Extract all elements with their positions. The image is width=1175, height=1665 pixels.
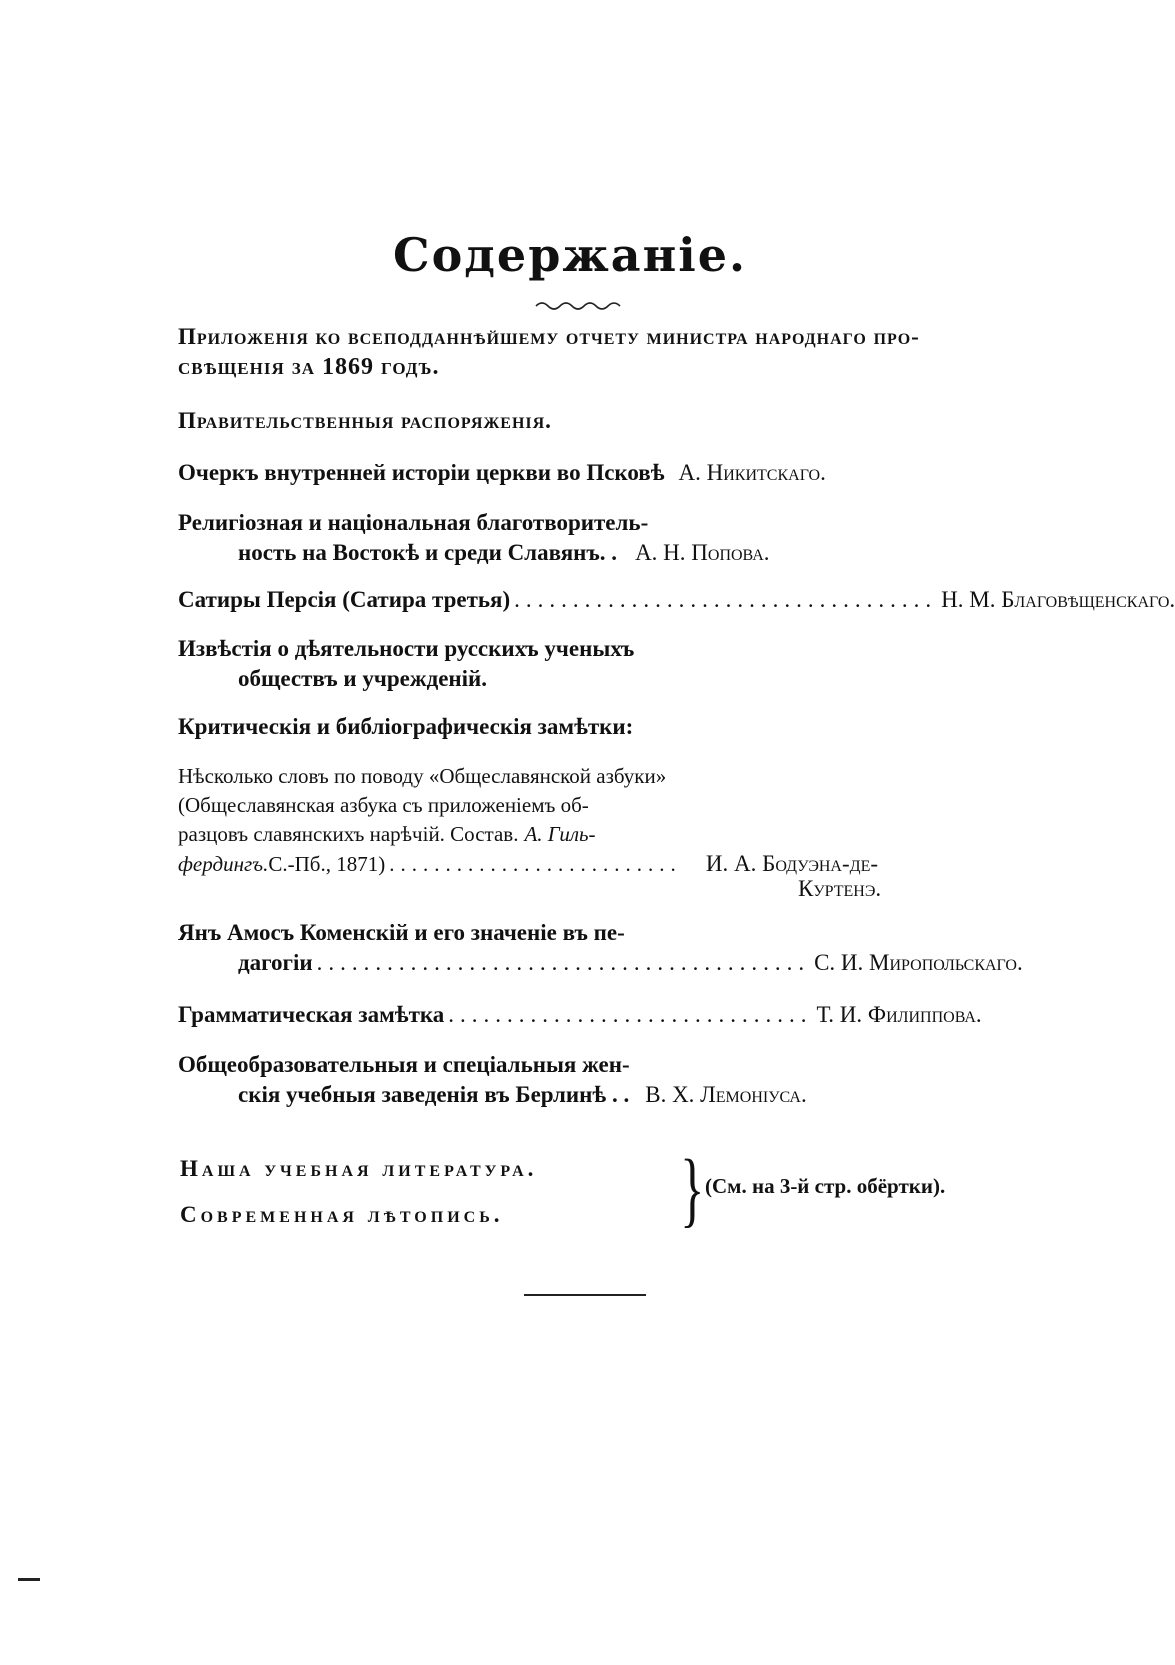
critical-line-3: разцовъ славянскихъ нарѣчій. Состав. xyxy=(178,822,519,846)
critical-line-1: Нѣсколько словъ по поводу «Общеславянской азбуки» xyxy=(178,764,667,788)
toc-entry-title-line-2: обществъ и учрежденій. xyxy=(238,666,488,691)
appendix-heading xyxy=(178,322,1008,382)
appendix-line-1: Приложенія ко всеподданнѣйшему отчету министра народнаго про- xyxy=(178,324,920,349)
toc-entry-title-line-1: Религіозная и національная благотворитель- xyxy=(178,510,649,535)
toc-entry-1[interactable] xyxy=(178,458,1008,488)
brace-block xyxy=(180,1143,1010,1246)
toc-entry-author: А. Никитскаго. xyxy=(678,460,826,485)
critical-line-4-rest: С.-Пб., 1871) xyxy=(268,852,386,876)
toc-entry-author: В. Х. Лемоніуса. xyxy=(645,1082,807,1107)
toc-entry-title: Очеркъ внутренней исторіи церкви во Псковѣ xyxy=(178,460,665,485)
scan-edge-mark xyxy=(18,1578,40,1581)
curly-brace-glyph: } xyxy=(680,1143,705,1236)
toc-entry-6[interactable] xyxy=(178,1000,1008,1030)
toc-entry-5[interactable] xyxy=(178,918,1023,978)
bottom-rule xyxy=(524,1294,646,1296)
toc-entry-author: Т. И. Филиппова. xyxy=(816,1002,982,1027)
toc-entry-2[interactable] xyxy=(178,508,1008,568)
toc-entry-title: Сатиры Персія (Сатира третья) xyxy=(178,587,511,612)
toc-entry-author: И. А. Бодуэна-де- xyxy=(705,851,878,876)
critical-italic-author-2: фердингъ. xyxy=(178,852,269,876)
toc-entry-author-line-2: Куртенэ. xyxy=(798,876,882,901)
toc-entry-title-line-2: ность на Востокѣ и среди Славянъ. . xyxy=(238,540,618,565)
toc-entry-title-line-1: Извѣстія о дѣятельности русскихъ ученыхъ xyxy=(178,636,635,661)
toc-entry-critical-item[interactable] xyxy=(178,762,1008,879)
toc-entry-author: А. Н. Попова. xyxy=(635,540,770,565)
critical-heading-text: Критическія и библіографическія замѣтки: xyxy=(178,714,634,739)
gov-orders-text: Правительственныя распоряженія. xyxy=(178,408,552,433)
toc-entry-title-line-2: дагогіи xyxy=(238,950,313,975)
toc-entry-author: С. И. Миропольскаго. xyxy=(814,950,1023,975)
critical-line-2: (Общеславянская азбука съ приложеніемъ об- xyxy=(178,793,589,817)
critical-heading xyxy=(178,712,1008,742)
brace-item-2[interactable]: Современная лѣтопись. xyxy=(180,1202,504,1227)
toc-entry-title: Грамматическая замѣтка xyxy=(178,1002,445,1027)
brace-item-1[interactable]: Наша учебная литература. xyxy=(180,1156,538,1181)
leader-dots: .......................... xyxy=(389,852,682,876)
critical-italic-author-1: А. Гиль- xyxy=(524,822,596,846)
toc-entry-title-line-1: Янъ Амосъ Коменскій и его значеніе въ пе- xyxy=(178,920,625,945)
toc-entry-3[interactable] xyxy=(178,585,1175,615)
leader-dots: .................................... xyxy=(514,587,938,612)
toc-entry-title-line-2: скія учебныя заведенія въ Берлинѣ . . xyxy=(238,1082,630,1107)
toc-entry-4[interactable] xyxy=(178,634,1008,694)
appendix-line-2: свѣщенія за 1869 годъ. xyxy=(178,354,440,380)
gov-orders-heading xyxy=(178,406,1008,436)
wavy-rule-ornament xyxy=(534,298,626,312)
page-title: Содержаніе. xyxy=(392,228,748,282)
leader-dots: .......................................... xyxy=(316,950,811,975)
brace-note: (См. на 3-й стр. обёртки). xyxy=(705,1174,946,1198)
leader-dots: ............................... xyxy=(448,1002,813,1027)
toc-entry-title-line-1: Общеобразовательныя и спеціальныя жен- xyxy=(178,1052,630,1077)
toc-entry-author: Н. М. Благовѣщенскаго. xyxy=(941,587,1175,612)
toc-entry-7[interactable] xyxy=(178,1050,1008,1110)
